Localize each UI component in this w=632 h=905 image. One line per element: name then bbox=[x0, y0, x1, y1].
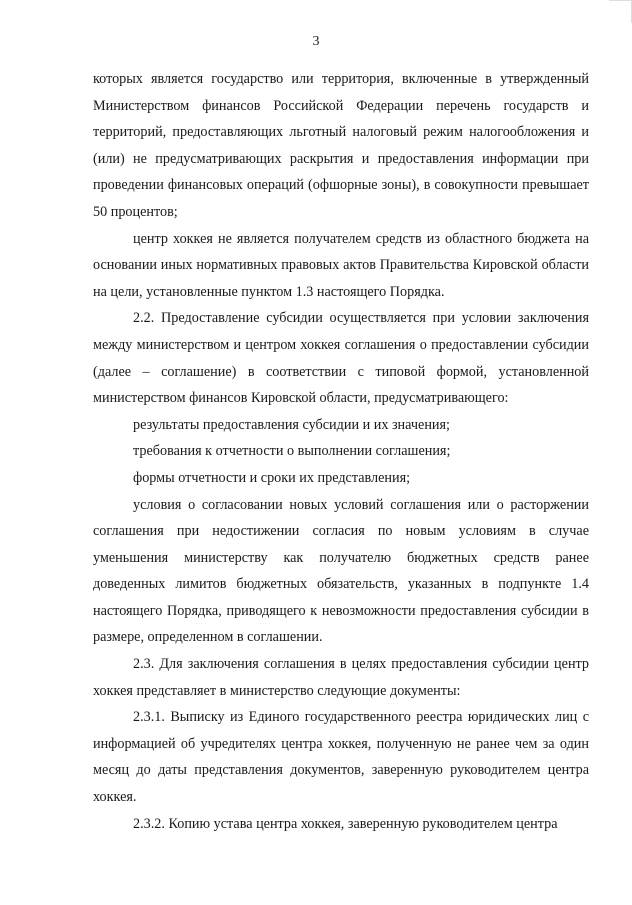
page-number: 3 bbox=[312, 34, 320, 49]
scan-corner-mark bbox=[609, 0, 632, 23]
list-item-termination-conditions: условия о согласовании новых условий соглашения или о расторжении соглашения при недостижении согласия по новым условиям в случае уменьшения министерству как получателю бюджетных средств ранее доведенных лимитов бюджетных обязательств, указанных в подпункте 1.4 настоящего Порядка, приводящего к невозможности предоставления субсидии в размере, определенном в соглашении. bbox=[93, 496, 589, 646]
document-body bbox=[93, 66, 589, 837]
paragraph-2-3-1: 2.3.1. Выписку из Единого государственного реестра юридических лиц с информацией об учредителях центра хоккея, полученную не ранее чем за один месяц до даты представления документов, заверенную руководителем центра хоккея. bbox=[93, 709, 589, 806]
paragraph-2-3-2: 2.3.2. Копию устава центра хоккея, заверенную руководителем центра bbox=[133, 815, 558, 832]
list-item-results: результаты предоставления субсидии и их значения; bbox=[133, 416, 450, 433]
paragraph-not-recipient: центр хоккея не является получателем средств из областного бюджета на основании иных нормативных правовых актов Правительства Кировской области на цели, установленные пунктом 1.3 настоящего Порядка. bbox=[93, 230, 589, 300]
list-item-reporting-forms: формы отчетности и сроки их представления; bbox=[133, 469, 411, 486]
list-item-reporting-requirements: требования к отчетности о выполнении соглашения; bbox=[133, 443, 451, 460]
paragraph-2-3: 2.3. Для заключения соглашения в целях предоставления субсидии центр хоккея представляет в министерство следующие документы: bbox=[93, 656, 589, 699]
paragraph-offshore-share: которых является государство или территория, включенные в утвержденный Министерством финансов Российской Федерации перечень государств и территорий, предоставляющих льготный налоговый режим налогообложения и (или) не предусматривающих раскрытия и предоставления информации при проведении финансовых операций (офшорные зоны), в совокупности превышает 50 процентов; bbox=[93, 71, 589, 220]
paragraph-2-2: 2.2. Предоставление субсидии осуществляется при условии заключения между министерством и центром хоккея соглашения о предоставлении субсидии (далее – соглашение) в соответствии с типовой формой, установленной министерством финансов Кировской области, предусматривающего: bbox=[93, 310, 589, 407]
